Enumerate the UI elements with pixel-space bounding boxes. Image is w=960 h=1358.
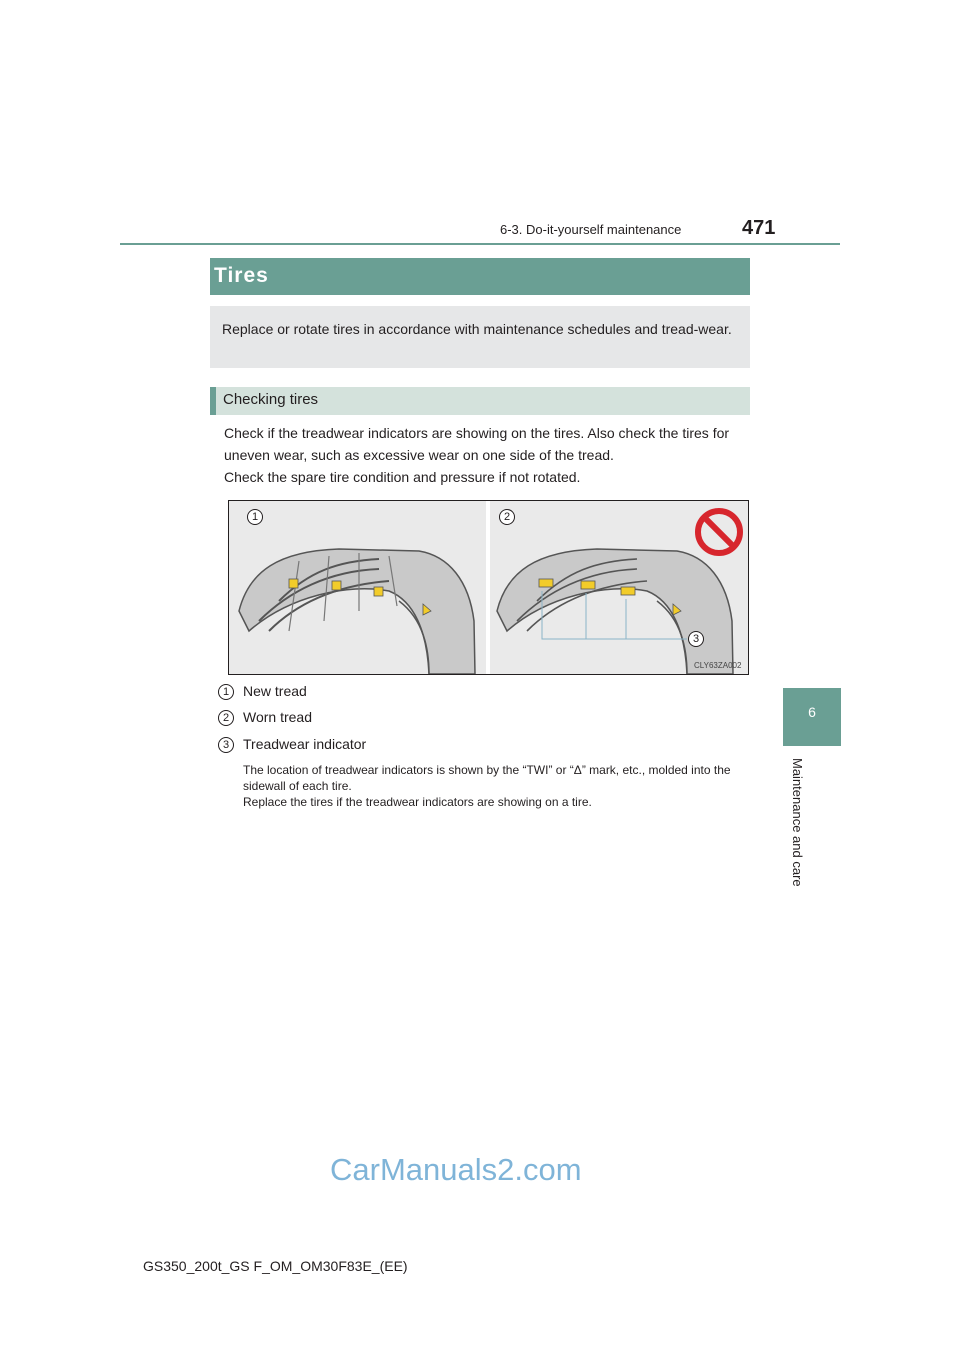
note-line: Replace the tires if the treadwear indicators are showing on a tire. [243, 795, 592, 809]
title-bar [210, 258, 750, 295]
subheading-accent [210, 387, 216, 415]
chapter-title: Maintenance and care [790, 758, 805, 887]
body-text [224, 422, 749, 488]
legend-number: 1 [218, 684, 234, 700]
header-section-title: 6-3. Do-it-yourself maintenance [500, 222, 682, 237]
legend-label: New tread [243, 683, 307, 699]
figure-code: CLY63ZA002 [694, 661, 742, 670]
subheading: Checking tires [223, 391, 319, 408]
callout-1: 1 [247, 509, 263, 525]
intro-text: Replace or rotate tires in accordance with maintenance schedules and tread-wear. [222, 321, 732, 337]
watermark: CarManuals2.com [330, 1152, 582, 1187]
tire-drawing [229, 501, 748, 674]
header-divider [120, 243, 840, 245]
body-paragraph: Check if the treadwear indicators are showing on the tires. Also check the tires for uneven wear, such as excessive wear on one side of the tread. [224, 425, 730, 463]
callout-3: 3 [688, 631, 704, 647]
note-line: The location of treadwear indicators is shown by the “TWI” or “Δ” mark, etc., molded into the sidewall of each tire. [243, 763, 731, 793]
note-text [243, 762, 753, 810]
new-tread-tire [239, 549, 475, 674]
page-number: 471 [742, 217, 776, 239]
callout-2: 2 [499, 509, 515, 525]
chapter-number: 6 [808, 704, 816, 720]
prohibition-icon [698, 511, 740, 553]
legend-label: Treadwear indicator [243, 736, 367, 752]
legend-label: Worn tread [243, 709, 312, 725]
legend-number: 2 [218, 710, 234, 726]
body-paragraph: Check the spare tire condition and pressure if not rotated. [224, 469, 581, 485]
tire-illustration [228, 500, 749, 675]
page-title: Tires [214, 264, 269, 287]
worn-tread-tire [497, 549, 733, 674]
legend-number: 3 [218, 737, 234, 753]
footer-document-code: GS350_200t_GS F_OM_OM30F83E_(EE) [143, 1258, 408, 1274]
